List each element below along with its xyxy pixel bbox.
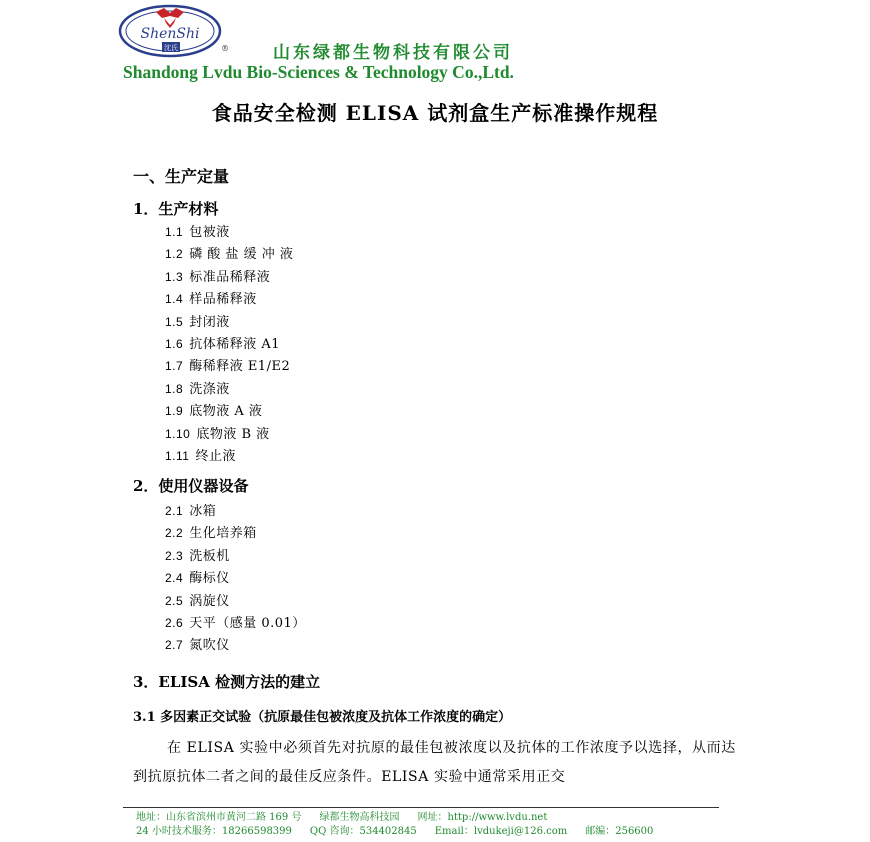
list-item [165, 545, 306, 567]
list-item [165, 522, 306, 544]
item-label: 底物液 B 液 [196, 426, 270, 442]
item-number: 1.2 [165, 247, 184, 262]
list-item [165, 333, 293, 355]
item-label: 氮吹仪 [189, 638, 230, 654]
item-number: 2.1 [165, 504, 184, 518]
footer-park: 绿都生物高科技园 [319, 812, 400, 823]
item-label: 包被液 [189, 225, 230, 240]
item-number: 1.8 [165, 381, 184, 396]
item-number: 1.6 [165, 336, 184, 351]
item-number: 1.11 [165, 448, 190, 463]
equipment-list [165, 500, 306, 657]
method-subheading: 3.1 多因素正交试验（抗原最佳包被浓度及抗体工作浓度的确定） [133, 710, 512, 725]
list-item [165, 445, 293, 467]
item-number: 2.7 [165, 638, 184, 653]
list-item [165, 634, 306, 656]
item-label: 冰箱 [189, 504, 217, 519]
list-item [165, 612, 306, 634]
item-label: 酶标仪 [189, 571, 230, 587]
method-heading: 3．ELISA 检测方法的建立 [133, 673, 321, 691]
item-number: 1.9 [165, 404, 184, 419]
item-label: 标准品稀释液 [189, 269, 271, 285]
item-label: 生化培养箱 [189, 526, 257, 542]
list-item [165, 400, 293, 422]
company-logo [118, 4, 232, 58]
footer-postcode: 邮编：256600 [585, 826, 654, 837]
item-label: 洗涤液 [189, 381, 230, 397]
item-number: 2.4 [165, 571, 184, 586]
item-number: 2.3 [165, 548, 184, 563]
company-name-cn: 山东绿都生物科技有限公司 [273, 43, 513, 63]
item-number: 1.7 [165, 359, 184, 374]
registered-mark: ® [221, 44, 229, 53]
item-label: 酶稀释液 E1/E2 [189, 359, 291, 375]
company-name-en: Shandong Lvdu Bio-Sciences & Technology Co.,Ltd. [123, 62, 514, 82]
list-item [165, 221, 293, 243]
item-number: 1.4 [165, 292, 184, 307]
list-item [165, 500, 306, 522]
logo-subtext: 沈氏 [164, 44, 178, 52]
item-label: 涡旋仪 [189, 593, 230, 609]
equipment-heading: 2．使用仪器设备 [133, 477, 249, 495]
footer-line-1 [136, 808, 565, 823]
list-item [165, 243, 293, 265]
item-label: 终止液 [195, 448, 236, 464]
materials-list [165, 221, 293, 467]
item-number: 1.3 [165, 269, 184, 284]
document-title: 食品安全检测 ELISA 试剂盒生产标准操作规程 [211, 101, 659, 125]
list-item [165, 567, 306, 589]
item-label: 封闭液 [189, 314, 230, 330]
list-item [165, 590, 306, 612]
footer-email[interactable]: Email：lvdukeji@126.com [434, 826, 568, 837]
item-number: 2.6 [165, 615, 184, 630]
list-item [165, 355, 293, 377]
item-label: 样品稀释液 [189, 292, 257, 308]
section-heading: 一、生产定量 [133, 167, 230, 186]
paragraph-text: 在 ELISA 实验中必须首先对抗原的最佳包被浓度以及抗体的工作浓度予以选择，从而达到抗原抗体二者之间的最佳反应条件。ELISA 实验中通常采用正交 [133, 740, 736, 785]
item-label: 洗板机 [189, 548, 230, 564]
list-item [165, 378, 293, 400]
method-paragraph [133, 734, 743, 792]
item-label: 磷 酸 盐 缓 冲 液 [189, 247, 294, 263]
footer-address: 地址：山东省滨州市黄河二路 169 号 [136, 812, 302, 823]
item-label: 底物液 A 液 [189, 404, 263, 420]
list-item [165, 288, 293, 310]
item-number: 1.5 [165, 314, 184, 329]
item-number: 2.5 [165, 593, 184, 608]
list-item [165, 423, 293, 445]
footer-hotline: 24 小时技术服务：18266598399 [136, 826, 292, 837]
footer-website[interactable]: 网址：http://www.lvdu.net [417, 812, 548, 823]
footer-line-2 [136, 822, 671, 837]
item-number: 1.1 [165, 225, 184, 239]
list-item [165, 266, 293, 288]
item-label: 抗体稀释液 A1 [189, 336, 280, 352]
materials-heading: 1．生产材料 [133, 200, 219, 218]
item-number: 1.10 [165, 426, 191, 441]
item-number: 2.2 [165, 526, 184, 541]
list-item [165, 311, 293, 333]
item-label: 天平（感量 0.01） [189, 615, 306, 631]
footer-qq: QQ 咨询：534402845 [309, 826, 417, 837]
logo-wordmark: ShenShi [140, 26, 200, 42]
